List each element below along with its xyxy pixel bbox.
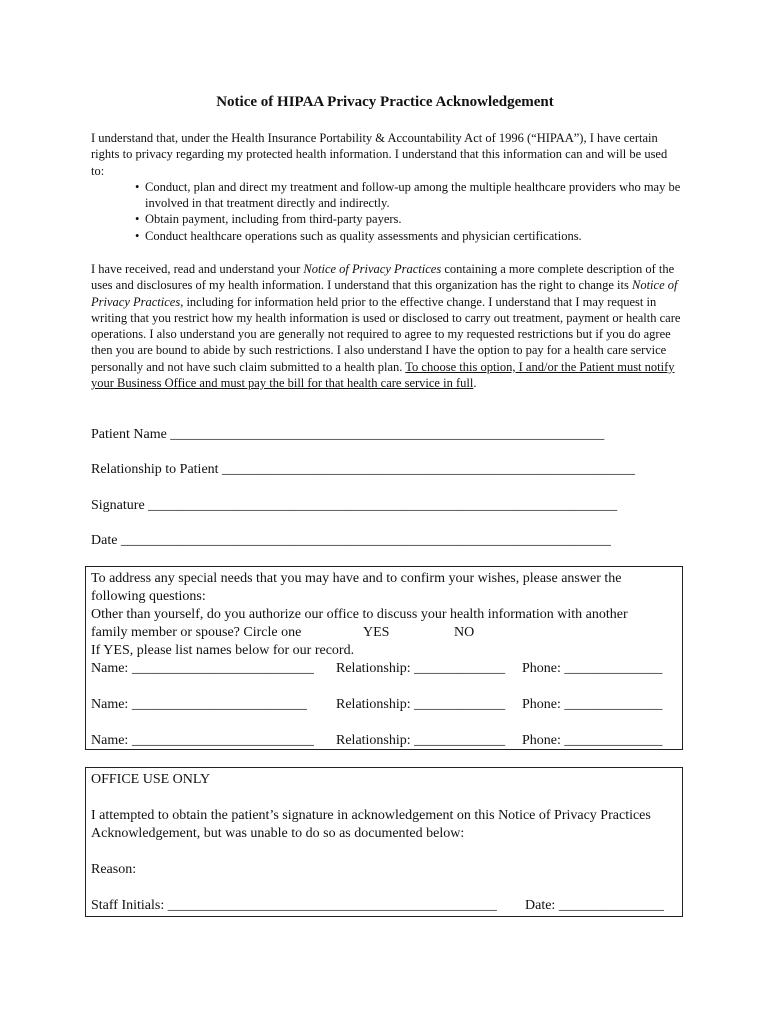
office-use-text: I attempted to obtain the patient’s signature in acknowledgement on this Notice of Privacy Practices Acknowledgement, but was unable to do so as documented below:: [91, 808, 651, 841]
staff-row: [91, 897, 682, 915]
contact-name-field[interactable]: Name: __________________________: [91, 733, 314, 748]
contact-phone-field[interactable]: Phone: ______________: [522, 733, 663, 748]
no-option[interactable]: NO: [454, 625, 475, 640]
relationship-field[interactable]: Relationship to Patient ___________________________________________________________: [91, 462, 636, 477]
office-use-heading: OFFICE USE ONLY: [91, 772, 211, 787]
body-text: containing a more complete description of the uses and disclosures of my health information. I understand that this organization has the right to change its: [91, 262, 675, 293]
patient-name-field[interactable]: Patient Name ______________________________________________________________: [91, 427, 605, 442]
contact-phone-field[interactable]: Phone: ______________: [522, 661, 663, 676]
contact-relationship-field[interactable]: Relationship: _____________: [336, 733, 506, 748]
contact-row: [91, 732, 682, 750]
underlined-requirement: To choose this option, I and/or the Patient must notify your Business Office and must pay the bill for that health care service in full: [91, 359, 675, 391]
contact-name-field[interactable]: Name: _________________________: [91, 697, 307, 712]
notice-title-italic: Notice of Privacy Practices: [303, 262, 442, 276]
yes-option[interactable]: YES: [363, 625, 390, 640]
special-needs-box: [85, 566, 683, 750]
special-needs-line: To address any special needs that you may have and to confirm your wishes, please answer the: [91, 571, 622, 586]
special-needs-line: If YES, please list names below for our record.: [91, 643, 355, 658]
bullet-item: • Obtain payment, including from third-party payers.: [135, 211, 681, 227]
bullet-item: • Conduct healthcare operations such as quality assessments and physician certifications.: [135, 228, 681, 244]
special-needs-line: following questions:: [91, 589, 206, 604]
date-field[interactable]: Date ______________________________________________________________________: [91, 533, 611, 548]
staff-initials-field[interactable]: Staff Initials: _______________________________________________: [91, 898, 497, 913]
body-text: I have received, read and understand your: [91, 262, 304, 276]
office-use-box: [85, 767, 683, 917]
contact-row: [91, 696, 682, 714]
bullet-item: • Conduct, plan and direct my treatment and follow-up among the multiple healthcare providers who may be involved in that treatment directly and indirectly.: [135, 179, 681, 212]
intro-bullet-list: [91, 179, 681, 244]
page-title: Notice of HIPAA Privacy Practice Acknowledgement: [216, 94, 554, 110]
circle-one-label: family member or spouse? Circle one: [91, 625, 302, 640]
intro-section: [91, 130, 681, 244]
office-date-field[interactable]: Date: _______________: [525, 898, 664, 913]
intro-text: I understand that, under the Health Insurance Portability & Accountability Act of 1996 (“HIPAA”), I have certain rights to privacy regarding my protected health information. I understand that this information can and will be used to:: [91, 131, 668, 178]
contact-relationship-field[interactable]: Relationship: _____________: [336, 697, 506, 712]
reason-label[interactable]: Reason:: [91, 862, 137, 877]
body-text: .: [473, 376, 477, 391]
contact-row: [91, 660, 682, 678]
contact-relationship-field[interactable]: Relationship: _____________: [336, 661, 506, 676]
special-needs-line: Other than yourself, do you authorize our office to discuss your health information with another: [91, 607, 628, 622]
contact-name-field[interactable]: Name: __________________________: [91, 661, 314, 676]
acknowledgement-paragraph: [91, 261, 681, 391]
body-text: , including for information held prior to the effective change. I understand that I may request in writing that you restrict how my health information is used or disclosed to carry out treatment, payment or health care operations. I also understand you are generally not required to agree to my requested restrictions but if you do agree then you are bound to abide by such restrictions. I also understand I have the option to pay for a health care service personally and not have such claim submitted to a health plan.: [91, 294, 681, 374]
notice-title-italic: Notice of Privacy Practices: [91, 278, 678, 309]
signature-field[interactable]: Signature ___________________________________________________________________: [91, 498, 618, 513]
circle-one-row: [91, 624, 682, 642]
contact-phone-field[interactable]: Phone: ______________: [522, 697, 663, 712]
